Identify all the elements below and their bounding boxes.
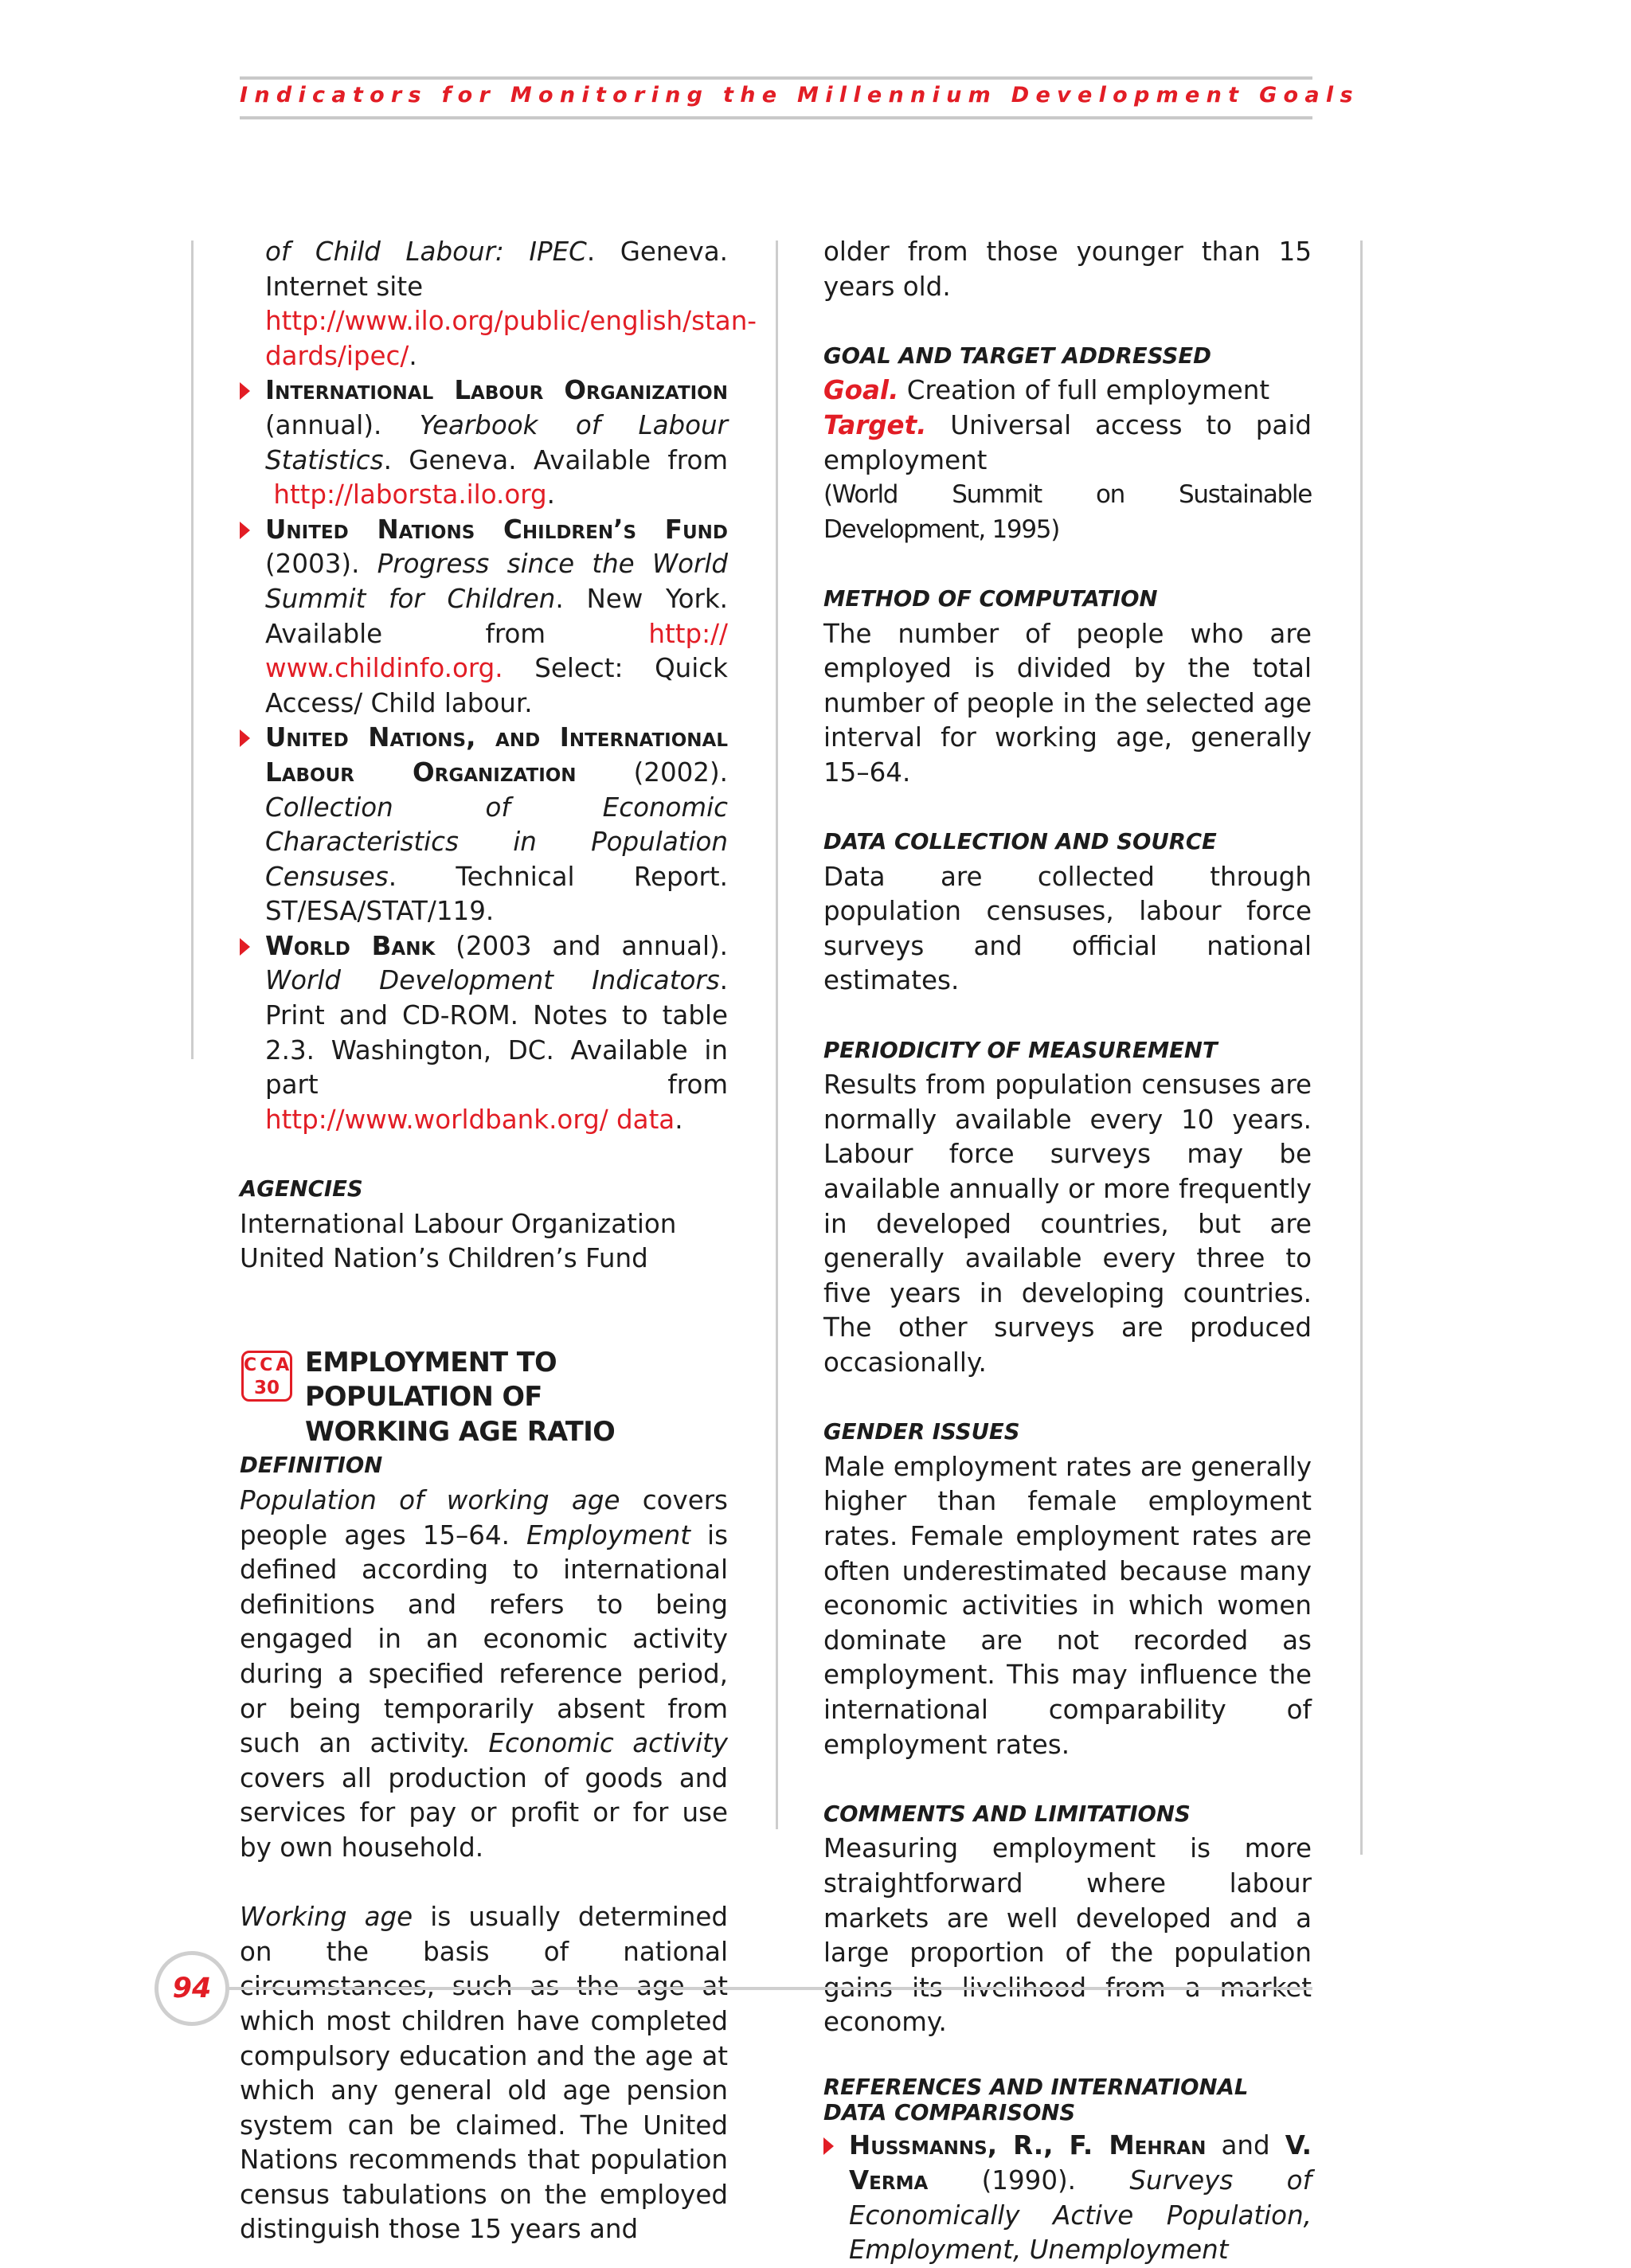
section-text: Measuring employment is more straightforward where labour markets are well developed and a large proportion of the population gains its livelihood from a market economy. (823, 1833, 1312, 2038)
footer-rule (229, 1987, 1312, 1990)
header-rule-bottom (240, 116, 1312, 119)
definition-heading: DEFINITION (240, 1453, 383, 1479)
section-heading: DATA COLLECTION AND SOURCE (823, 829, 1217, 855)
goal-heading: GOAL AND TARGET ADDRESSED (823, 342, 1211, 369)
right-column (823, 235, 1312, 2268)
worldbank-link[interactable]: http://www.worldbank.org/ data (265, 1104, 675, 1135)
bullet-triangle-icon (240, 938, 250, 956)
page-number: 94 (172, 1973, 212, 2004)
section-heading: COMMENTS AND LIMITATIONS (823, 1801, 1191, 1827)
italic-term: Working age (240, 1902, 413, 1933)
agency-item: International Labour Organization (240, 1208, 677, 1239)
left-column (240, 235, 757, 2247)
text-run: is usually determined on the basis of national circumstances, such as the age at which most children have completed compulsory education and the age at which any general old age pension system can be claimed. The United Nations recommends that population census tabulations on the employed distinguish those 15 years and (240, 1902, 728, 2245)
running-header-title: Indicators for Monitoring the Millennium Development Goals (240, 83, 1359, 108)
italic-term: Employment (526, 1519, 690, 1550)
text-run: covers people ages 15–64. (240, 1485, 728, 1550)
indicator-title: EMPLOYMENT TO POPULATION OF WORKING AGE RATIO (305, 1346, 616, 1447)
goal-line: Goal. Creation of full employment (823, 375, 1270, 406)
section-heading: GENDER ISSUES (823, 1419, 1020, 1445)
text-run: is defined according to international definitions and refers to being engaged in an economic activity during a specified reference period, or being temporarily absent from such an activity. (240, 1519, 728, 1759)
section-text: The number of people who are employed is divided by the total number of people in the selected age interval for working age, generally 15–64. (823, 618, 1312, 788)
section-text: Male employment rates are generally higher than female employment rates. Female employment rates are often underestimated because many economic activities in which women dominate are not recorded as employment. This may influence the international comparability of employment rates. (823, 1451, 1312, 1760)
definition-continued: older from those younger than 15 years old. (823, 237, 1312, 302)
target-line: Target. Universal access to paid employment (823, 409, 1312, 475)
references-heading: REFERENCES AND INTERNATIONAL DATA COMPARISONS (823, 2074, 1249, 2126)
laborsta-link[interactable]: http://laborsta.ilo.org (273, 479, 547, 510)
section (823, 825, 1312, 999)
italic-term: Economic activity (488, 1728, 728, 1759)
ipec-link[interactable]: http://www.ilo.org/public/english/stan- dards/ipec/ (265, 306, 757, 371)
section (823, 582, 1312, 791)
section-text: Results from population censuses are normally available every 10 years. Labour force surveys may be available annually or more frequently in developed countries, but are generally available every three to five years in developing countries. The other surveys are produced occasionally. (823, 1069, 1312, 1378)
page-number-circle (154, 1951, 229, 2026)
reference-item: Hussmanns, R., F. Mehran and V. Verma (1990). Surveys of Economically Active Population, Employment, Unemployment (823, 2129, 1312, 2267)
section (823, 1415, 1312, 1762)
right-margin-rule (1360, 240, 1363, 1855)
reference-item: International Labour Organization (annual). Yearbook of Labour Statistics. Geneva. Available from http://laborsta.ilo.org. (240, 373, 728, 512)
indicator-heading (240, 1345, 728, 1447)
definition-paragraph-2 (240, 1900, 728, 2247)
left-margin-rule (191, 240, 194, 1059)
header-rule-top (240, 76, 1312, 80)
childinfo-link[interactable]: http:// www.childinfo.org. (265, 618, 728, 684)
cca-badge: CCA 30 (241, 1351, 292, 1402)
continued-reference: of Child Labour: IPEC. Geneva. Internet site http://www.ilo.org/public/english/stan- dards/ipec/. (265, 237, 757, 371)
bullet-triangle-icon (240, 522, 250, 539)
target-source: (World Summit on Sustainable Development, 1995) (823, 480, 1312, 544)
section (823, 1034, 1312, 1381)
section-heading: METHOD OF COMPUTATION (823, 585, 1158, 612)
agencies-heading: AGENCIES (240, 1176, 363, 1202)
section (823, 1797, 1312, 2040)
reference-item: World Bank (2003 and annual). World Development Indicators. Print and CD-ROM. Notes to table 2.3. Washington, DC. Available in part from http://www.worldbank.org/ data. (240, 929, 728, 1138)
reference-item: United Nations, and International Labour Organization (2002). Collection of Economic Characteristics in Population Censuses. Technical Report. ST/ESA/STAT/119. (240, 721, 728, 929)
section-text: Data are collected through population censuses, labour force surveys and official national estimates. (823, 861, 1312, 996)
text-run: covers all production of goods and services for pay or profit or for use by own household. (240, 1762, 728, 1863)
bullet-triangle-icon (823, 2137, 834, 2155)
definition-paragraph-1 (240, 1484, 728, 1866)
italic-term: Population of working age (240, 1485, 620, 1515)
reference-item: United Nations Children’s Fund (2003). Progress since the World Summit for Children. New York. Available from http:// www.childinfo.org. Select: Quick Access/ Child labour. (240, 513, 728, 721)
agency-item: United Nation’s Children’s Fund (240, 1243, 648, 1274)
bullet-triangle-icon (240, 382, 250, 400)
column-divider-rule (776, 240, 778, 1829)
section-heading: PERIODICITY OF MEASUREMENT (823, 1037, 1218, 1063)
bullet-triangle-icon (240, 729, 250, 747)
